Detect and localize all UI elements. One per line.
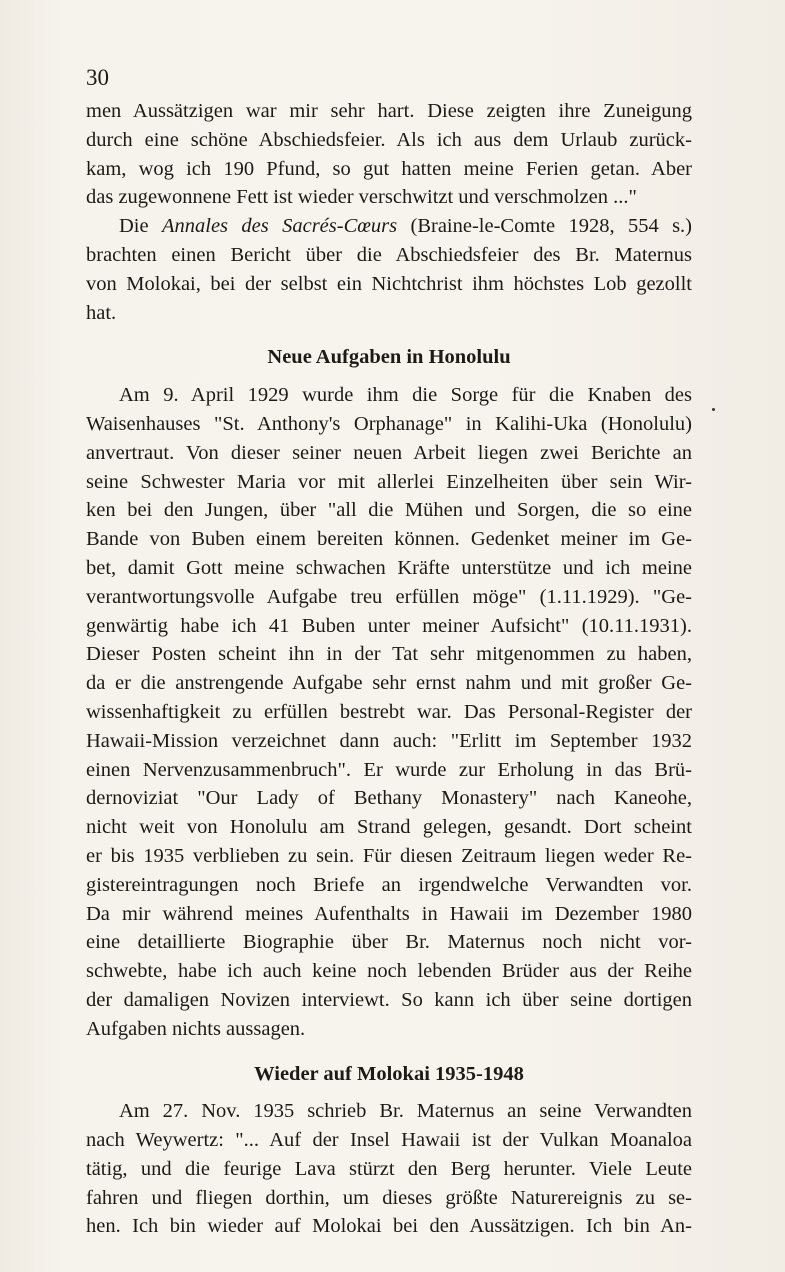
text-line: durch eine schöne Abschiedsfeier. Als ich aus dem Urlaub zurück- xyxy=(86,128,692,151)
text-line: der damaligen Novizen interviewt. So kann ich über seine dortigen xyxy=(86,988,692,1011)
text-line: bet, damit Gott meine schwachen Kräfte unterstütze und ich meine xyxy=(86,556,692,579)
text-line: nach Weywertz: "... Auf der Insel Hawaii ist der Vulkan Moanaloa xyxy=(86,1129,692,1152)
text-line: wissenhaftigkeit zu erfüllen bestrebt war. Das Personal-Register der xyxy=(86,700,692,723)
section-heading: Wieder auf Molokai 1935-1948 xyxy=(254,1062,524,1085)
section-molokai xyxy=(86,1060,692,1242)
scan-speck xyxy=(712,408,715,411)
text-fragment: (Braine-le-Comte 1928, 554 s.) xyxy=(397,215,693,238)
text-line: er bis 1935 verblieben zu sein. Für diesen Zeitraum liegen weder Re- xyxy=(86,844,692,867)
text-line: Am 27. Nov. 1935 schrieb Br. Maternus an seine Verwandten xyxy=(119,1100,692,1123)
spacer xyxy=(86,327,692,343)
section-heading: Neue Aufgaben in Honolulu xyxy=(267,346,511,369)
text-line: Waisenhauses "St. Anthony's Orphanage" in Kalihi-Uka (Honolulu) xyxy=(86,412,692,435)
text-line: eine detaillierte Biographie über Br. Maternus noch nicht vor- xyxy=(86,931,692,954)
spacer xyxy=(86,372,692,381)
text-line xyxy=(86,212,692,241)
text-line: tätig, und die feurige Lava stürzt den Berg herunter. Viele Leute xyxy=(86,1157,692,1180)
text-line: anvertraut. Von dieser seiner neuen Arbeit liegen zwei Berichte an xyxy=(86,441,692,464)
text-line: genwärtig habe ich 41 Buben unter meiner Aufsicht" (10.11.1931). xyxy=(86,614,692,637)
text-fragment: Die xyxy=(119,215,162,238)
text-line: hen. Ich bin wieder auf Molokai bei den Aussätzigen. Ich bin An- xyxy=(86,1215,692,1238)
text-line: fahren und fliegen dorthin, um dieses größte Naturereignis zu se- xyxy=(86,1186,692,1209)
text-line: gistereintragungen noch Briefe an irgendwelche Verwandten vor. xyxy=(86,873,692,896)
body-text xyxy=(86,97,692,1241)
text-line: schwebte, habe ich auch keine noch lebenden Brüder aus der Reihe xyxy=(86,960,692,983)
text-line: Aufgaben nichts aussagen. xyxy=(86,1017,306,1040)
text-line: da er die anstrengende Aufgabe sehr ernst nahm und mit großer Ge- xyxy=(86,672,692,695)
text-line: nicht weit von Honolulu am Strand gelegen, gesandt. Dort scheint xyxy=(86,816,692,839)
spacer xyxy=(86,1088,692,1097)
text-line: Hawaii-Mission verzeichnet dann auch: "Erlitt im September 1932 xyxy=(86,729,692,752)
text-line: kam, wog ich 190 Pfund, so gut hatten meine Ferien getan. Aber xyxy=(86,157,692,180)
paragraph-annales xyxy=(86,212,692,327)
text-line: das zugewonnene Fett ist wieder verschwitzt und verschmolzen ..." xyxy=(86,186,637,209)
text-line: verantwortungsvolle Aufgabe treu erfüllen möge" (1.11.1929). "Ge- xyxy=(86,585,692,608)
text-line: ken bei den Jungen, über "all die Mühen und Sorgen, die so eine xyxy=(86,499,692,522)
text-line: Dieser Posten scheint ihn in der Tat sehr mitgenommen zu haben, xyxy=(86,643,692,666)
text-line: hat. xyxy=(86,301,117,324)
paragraph-continuation xyxy=(86,97,692,212)
text-line: brachten einen Bericht über die Abschiedsfeier des Br. Maternus xyxy=(86,243,692,266)
text-line: Da mir während meines Aufenthalts in Hawaii im Dezember 1980 xyxy=(86,902,692,925)
publication-title: Annales des Sacrés-Cœurs xyxy=(161,215,398,238)
text-line: von Molokai, bei der selbst ein Nichtchrist ihm höchstes Lob gezollt xyxy=(86,272,692,295)
page-number: 30 xyxy=(86,65,109,90)
text-line: dernoviziat "Our Lady of Bethany Monastery" nach Kaneohe, xyxy=(86,787,692,810)
spacer xyxy=(86,1044,692,1060)
text-line: men Aussätzigen war mir sehr hart. Diese zeigten ihre Zuneigung xyxy=(86,100,692,122)
text-line: Bande von Buben einem bereiten können. Gedenket meiner im Ge- xyxy=(86,528,692,551)
section-honolulu xyxy=(86,343,692,1043)
text-line: einen Nervenzusammenbruch". Er wurde zur Erholung in das Brü- xyxy=(86,758,692,781)
text-line: seine Schwester Maria vor mit allerlei Einzelheiten über sein Wir- xyxy=(86,470,692,493)
text-line: Am 9. April 1929 wurde ihm die Sorge für die Knaben des xyxy=(119,384,692,407)
